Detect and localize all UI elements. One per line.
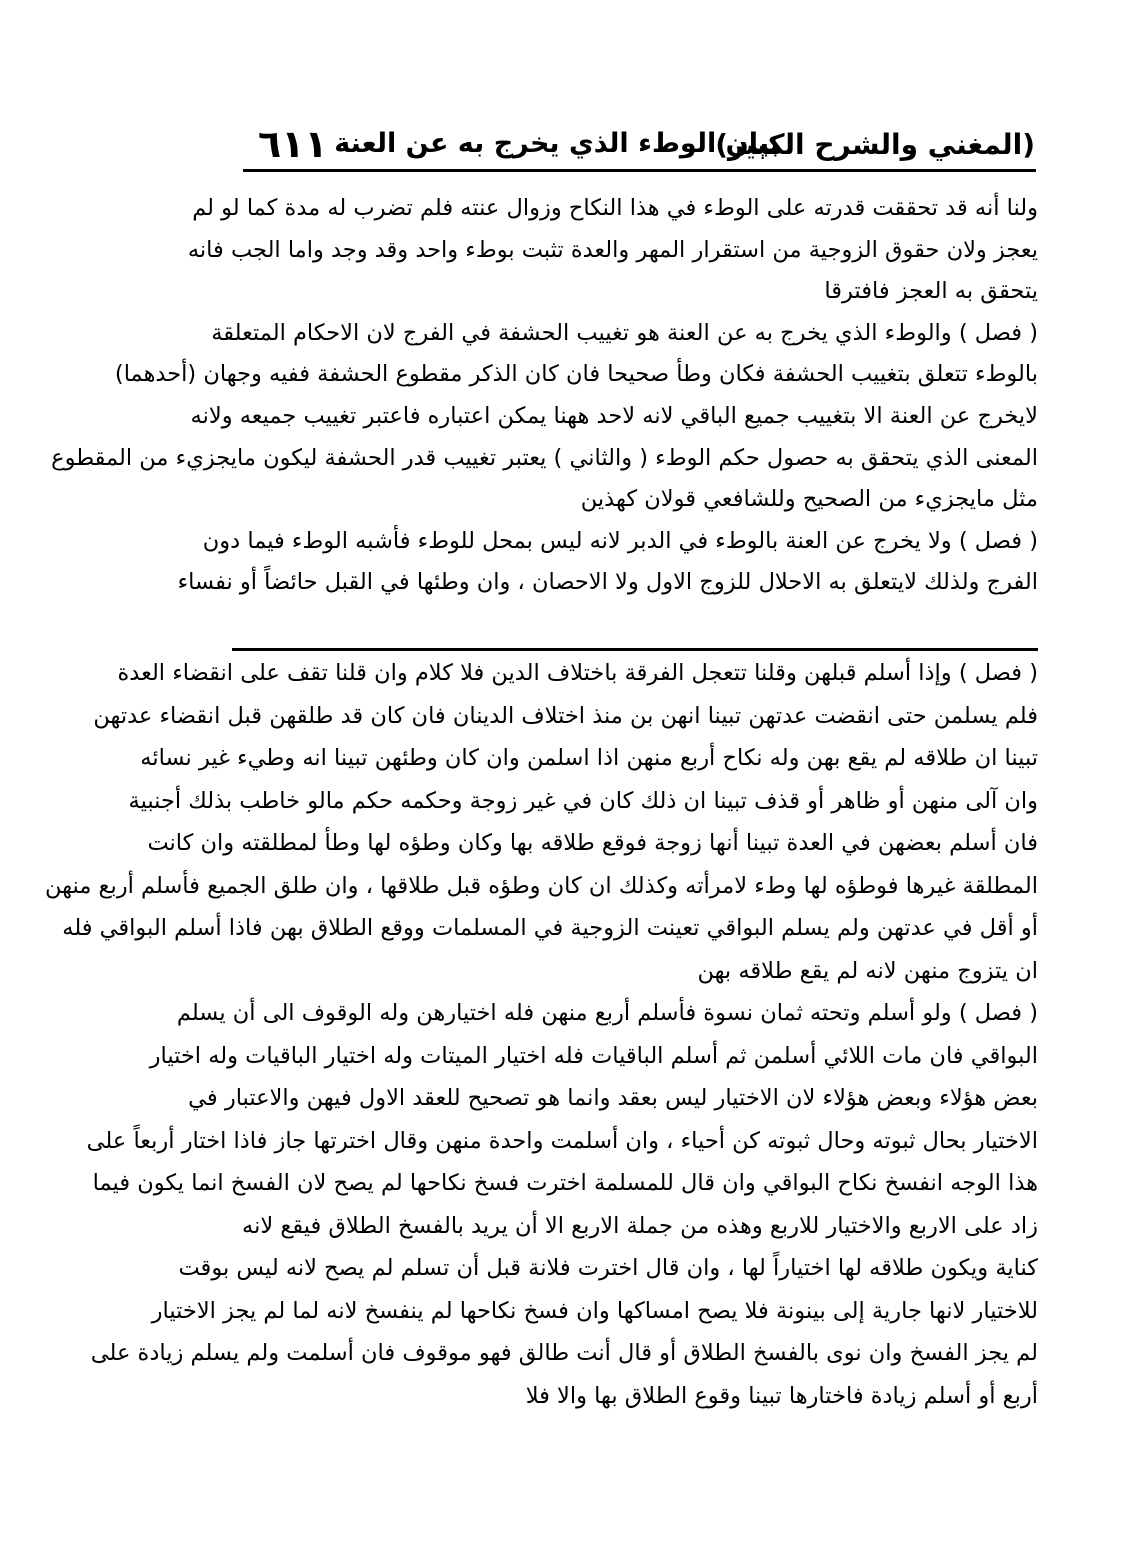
text-line: فان أسلم بعضهن في العدة تبينا أنها زوجة فوقع طلاقه بها وكان وطؤه لها وطأ لمطلقته وان كانت xyxy=(147,830,1038,856)
section-divider xyxy=(232,648,1038,651)
text-line: للاختيار لانها جارية إلى بينونة فلا يصح امساكها وان فسخ نكاحها لم ينفسخ لانه لما لم يجز الاختيار xyxy=(151,1297,1038,1324)
upper-text-block xyxy=(51,188,1038,604)
text-line: يتحقق به العجز فافترقا xyxy=(824,278,1038,305)
text-line: ( فصل ) والوطء الذي يخرج به عن العنة هو تغييب الحشفة في الفرج لان الاحكام المتعلقة xyxy=(211,319,1038,346)
text-line: تبينا ان طلاقه لم يقع بهن وله نكاح أربع منهن اذا اسلمن وان كان وطئهن تبينا انه وطيء غير نسائه xyxy=(140,745,1038,771)
text-line: ( فصل ) ولا يخرج عن العنة بالوطء في الدبر لانه ليس بمحل للوطء فأشبه الوطء فيما دون xyxy=(202,527,1038,554)
header-rule xyxy=(243,169,1036,172)
text-line: البواقي فان مات اللائي أسلمن ثم أسلم الباقيات فله اختيار الميتات وله اختيار الباقيات وله اختيار xyxy=(149,1042,1038,1069)
text-line: أربع أو أسلم زيادة فاختارها تبينا وقوع الطلاق بها والا فلا xyxy=(525,1382,1038,1409)
text-line: هذا الوجه انفسخ نكاح البواقي وان قال للمسلمة اخترت فسخ نكاحها لم يصح لان الفسخ انما يكون فيما xyxy=(92,1170,1038,1196)
text-line: ( فصل ) وإذا أسلم قبلهن وقلنا تتعجل الفرقة باختلاف الدين فلا كلام وان قلنا تقف على انقضاء العدة xyxy=(117,660,1038,686)
text-line: الاختيار بحال ثبوته وحال ثبوته كن أحياء ، وان أسلمت واحدة منهن وقال اخترتها جاز فاذا اختار أربعاً على xyxy=(86,1127,1038,1154)
text-line: كناية ويكون طلاقه لها اختياراً لها ، وان قال اخترت فلانة قبل أن تسلم لم يصح لانه ليس بوقت xyxy=(178,1255,1038,1281)
text-line: بالوطء تتعلق بتغييب الحشفة فكان وطأ صحيحا فان كان الذكر مقطوع الحشفة ففيه وجهان (أحدهما) xyxy=(114,361,1038,388)
text-line: مثل مايجزيء من الصحيح وللشافعي قولان كهذين xyxy=(580,486,1038,513)
text-line: ان يتزوج منهن لانه لم يقع طلاقه بهن xyxy=(697,957,1038,984)
text-line: الفرج ولذلك لايتعلق به الاحلال للزوج الاول ولا الاحصان ، وان وطئها في القبل حائضاً أو نفساء xyxy=(177,569,1038,596)
text-line: لم يجز الفسخ وان نوى بالفسخ الطلاق أو قال أنت طالق فهو موقوف فان أسلمت ولم يسلم زيادة على xyxy=(90,1340,1038,1366)
text-line: فلم يسلمن حتى انقضت عدتهن تبينا انهن بن منذ اختلاف الدينان فان كان قد طلقهن قبل انقضاء عدتهن xyxy=(93,702,1038,729)
text-line: وان آلى منهن أو ظاهر أو قذف تبينا ان ذلك كان في غير زوجة وحكمه حكم مالو خاطب بذلك أجنبية xyxy=(128,787,1038,814)
text-line: زاد على الاربع والاختيار للاربع وهذه من جملة الاربع الا أن يريد بالفسخ الطلاق فيقع لانه xyxy=(242,1212,1038,1239)
page-number: ٦١١ xyxy=(258,122,328,166)
text-line: المطلقة غيرها فوطؤه لها وطء لامرأته وكذلك ان كان وطؤه قبل طلاقها ، وان طلق الجميع فأسلم أربع منهن xyxy=(45,872,1038,899)
text-line: أو أقل في عدتهن ولم يسلم البواقي تعينت الزوجية في المسلمات ووقع الطلاق بهن فاذا أسلم البواقي فله xyxy=(62,915,1038,941)
book-title: (المغني والشرح الكبير) xyxy=(715,128,1035,161)
text-line: ولنا أنه قد تحققت قدرته على الوطء في هذا النكاح وزوال عنته فلم تضرب له مدة كما لو لم xyxy=(192,195,1038,221)
text-line: المعنى الذي يتحقق به حصول حكم الوطء ( والثاني ) يعتبر تغييب قدر الحشفة ليكون مايجزيء من المقطوع xyxy=(51,444,1038,471)
lower-text-block xyxy=(45,652,1038,1417)
text-line: ( فصل ) ولو أسلم وتحته ثمان نسوة فأسلم أربع منهن فله اختيارهن وله الوقوف الى أن يسلم xyxy=(176,1000,1038,1026)
text-line: بعض هؤلاء وبعض هؤلاء لان الاختيار ليس بعقد وانما هو تصحيح للعقد الاول فيهن والاعتبار في xyxy=(188,1085,1038,1111)
text-line: لايخرج عن العنة الا بتغييب جميع الباقي لانه لاحد ههنا يمكن اعتباره فاعتبر تغييب جميعه ولانه xyxy=(190,402,1038,429)
text-line: يعجز ولان حقوق الزوجية من استقرار المهر والعدة تثبت بوطء واحد وقد وجد واما الجب فانه xyxy=(187,236,1038,263)
section-title: بيان الوطء الذي يخرج به عن العنة xyxy=(334,128,780,159)
